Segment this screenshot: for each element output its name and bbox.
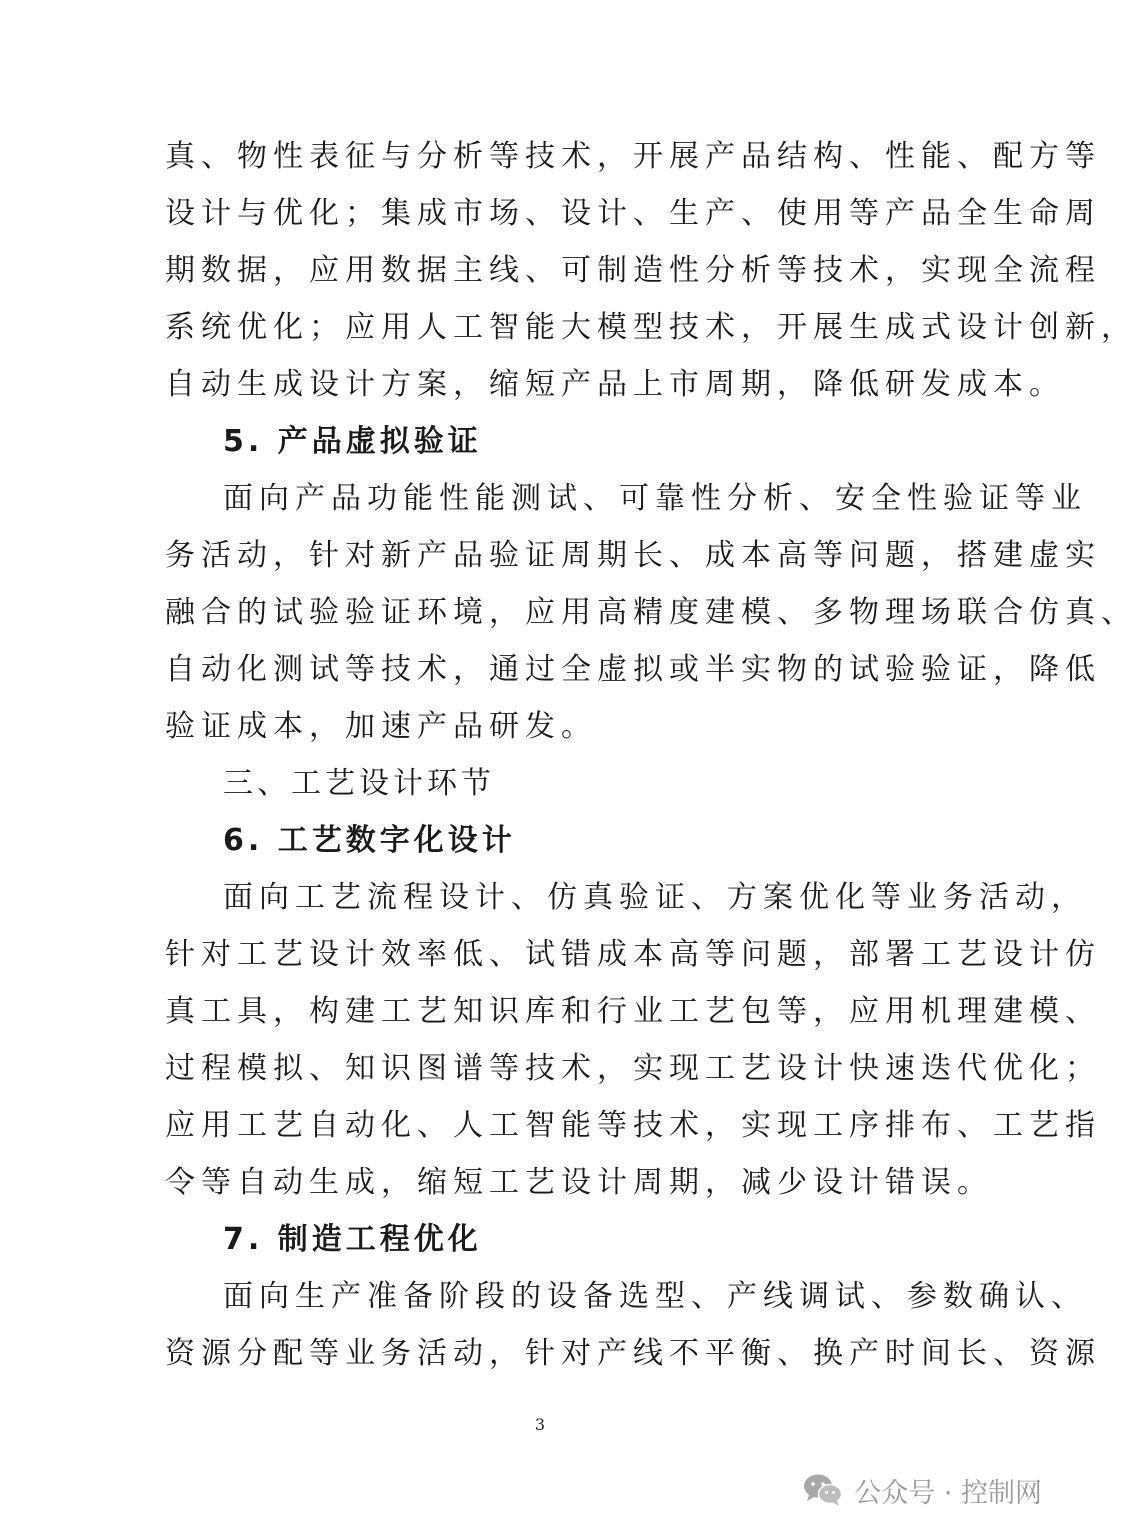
- text-line: 资源分配等业务活动，针对产线不平衡、换产时间长、资源: [165, 1336, 1101, 1371]
- section-heading: 三、工艺设计环节: [223, 766, 495, 801]
- text-line: 验证成本，加速产品研发。: [165, 709, 597, 744]
- text-line: 过程模拟、知识图谱等技术，实现工艺设计快速迭代优化；: [165, 1051, 1101, 1086]
- text-line: 务活动，针对新产品验证周期长、成本高等问题，搭建虚实: [165, 538, 1101, 573]
- text-line: 融合的试验验证环境，应用高精度建模、多物理场联合仿真、: [165, 595, 1137, 630]
- subsection-heading: 5. 产品虚拟验证: [223, 424, 482, 459]
- text-line: 针对工艺设计效率低、试错成本高等问题，部署工艺设计仿: [165, 937, 1101, 972]
- text-line: 令等自动生成，缩短工艺设计周期，减少设计错误。: [165, 1165, 993, 1200]
- text-line: 期数据，应用数据主线、可制造性分析等技术，实现全流程: [165, 253, 1101, 288]
- document-body: [165, 128, 1137, 1382]
- text-line: 真、物性表征与分析等技术，开展产品结构、性能、配方等: [165, 139, 1101, 174]
- watermark-label: 公众号 · 控制网: [854, 1477, 1042, 1509]
- watermark: [802, 1468, 1042, 1512]
- text-line: 应用工艺自动化、人工智能等技术，实现工序排布、工艺指: [165, 1108, 1101, 1143]
- text-line: 设计与优化；集成市场、设计、生产、使用等产品全生命周: [165, 196, 1101, 231]
- page-number: 3: [534, 1415, 546, 1434]
- text-line: 自动化测试等技术，通过全虚拟或半实物的试验验证，降低: [165, 652, 1101, 687]
- text-line: 面向产品功能性能测试、可靠性分析、安全性验证等业: [223, 481, 1087, 516]
- text-line: 面向生产准备阶段的设备选型、产线调试、参数确认、: [223, 1279, 1087, 1314]
- subsection-heading: 6. 工艺数字化设计: [223, 823, 516, 858]
- text-line: 自动生成设计方案，缩短产品上市周期，降低研发成本。: [165, 367, 1065, 402]
- wechat-icon: [802, 1472, 844, 1508]
- text-line: 系统优化；应用人工智能大模型技术，开展生成式设计创新，: [165, 310, 1137, 345]
- text-line: 真工具，构建工艺知识库和行业工艺包等，应用机理建模、: [165, 994, 1101, 1029]
- subsection-heading: 7. 制造工程优化: [223, 1222, 482, 1257]
- text-line: 面向工艺流程设计、仿真验证、方案优化等业务活动，: [223, 880, 1087, 915]
